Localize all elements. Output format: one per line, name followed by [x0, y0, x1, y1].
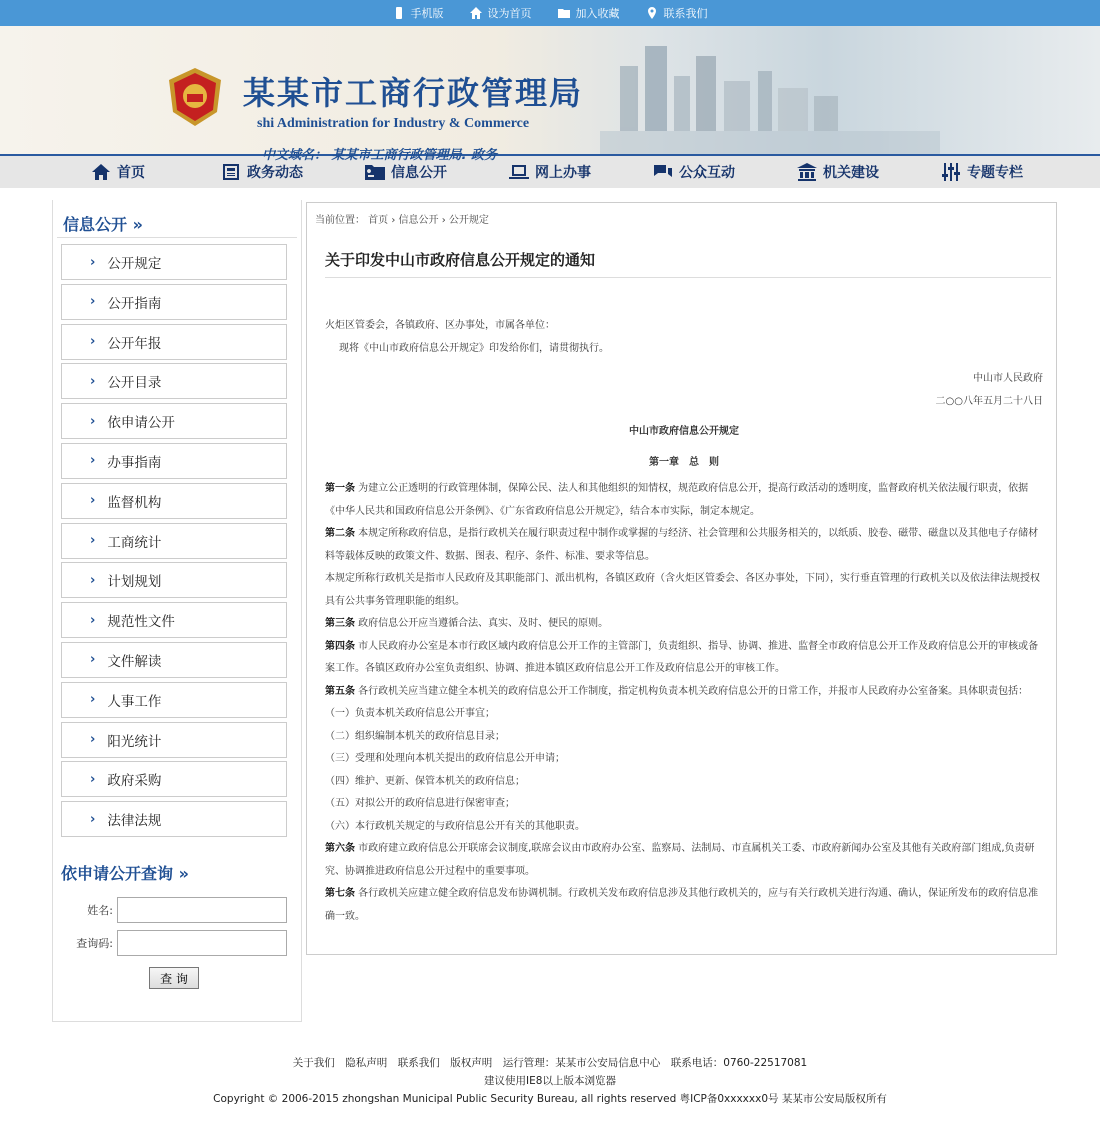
sliders-icon — [941, 163, 961, 181]
article-paragraph: （三）受理和处理向本机关提出的政府信息公开申请； — [325, 753, 565, 764]
topbar-bookmark[interactable]: 加入收藏 — [558, 5, 620, 21]
sidebar-title: 信息公开 » — [57, 200, 297, 238]
top-utility-bar — [0, 0, 1100, 26]
topbar-set-home[interactable]: 设为首页 — [470, 5, 532, 21]
sidebar-item-planning[interactable]: › 计划规划 — [61, 562, 287, 598]
article-paragraph: （二）组织编制本机关的政府信息目录； — [325, 730, 505, 742]
footer-copyright: Copyright © 2006-2015 zhongshan Municipal Public Security Bureau, all rights reserved 粤ICP备0xxxxxx0号 某某市公安局版权所有 — [213, 1093, 887, 1105]
sidebar-item-annual-report[interactable]: › 公开年报 — [61, 324, 287, 360]
query-button[interactable]: 查 询 — [149, 967, 199, 989]
article-paragraph: 第三条 政府信息公开应当遵循合法、真实、及时、便民的原则。 — [325, 618, 609, 629]
topbar-contact[interactable]: 联系我们 — [646, 5, 708, 21]
article-paragraph: 第六条 市政府建立政府信息公开联席会议制度,联席会议由市政府办公室、监察局、法制局、市直属机关工委、市政府新闻办公室及其他有关政府部门组成,负责研究、协调推进政府信息公开过程中的重要事项。 — [325, 843, 1035, 877]
title-divider — [325, 277, 1051, 278]
chevron-right-icon: › — [90, 771, 96, 787]
home-icon — [91, 163, 111, 181]
sidebar-item-procurement[interactable]: › 政府采购 — [61, 761, 287, 797]
article-paragraph: （六）本行政机关规定的与政府信息公开有关的其他职责。 — [325, 820, 585, 832]
chevron-right-icon: › — [90, 811, 96, 827]
article-paragraph: 第五条 各行政机关应当建立健全本机关的政府信息公开工作制度，指定机构负责本机关政府信息公开的日常工作，并报市人民政府办公室备案。具体职责包括： — [325, 685, 1029, 697]
sidebar-item-laws[interactable]: › 法律法规 — [61, 801, 287, 837]
issuer: 中山市人民政府 — [973, 373, 1043, 384]
name-label: 姓名: — [87, 904, 113, 918]
article-paragraph: 第七条 各行政机关应建立健全政府信息发布协调机制。行政机关发布政府信息涉及其他行政机关的，应与有关行政机关进行沟通、确认，保证所发布的政府信息准确一致。 — [325, 888, 1039, 922]
chevron-right-icon: › — [90, 373, 96, 389]
article-paragraph: （五）对拟公开的政府信息进行保密审查； — [325, 798, 515, 809]
nav-home[interactable]: 首页 — [46, 156, 190, 188]
article-list — [325, 478, 1043, 928]
sidebar-item-service-guide[interactable]: › 办事指南 — [61, 443, 287, 479]
folder-icon — [558, 7, 570, 19]
sidebar-item-normative-docs[interactable]: › 规范性文件 — [61, 602, 287, 638]
building-icon — [797, 163, 817, 181]
chevron-right-icon: › — [90, 254, 96, 270]
chevron-right-icon: › — [90, 652, 96, 668]
main-nav — [0, 154, 1100, 188]
article-paragraph: 本规定所称行政机关是指市人民政府及其职能部门、派出机构，各镇区政府（含火炬区管委会、各区办事处，下同），实行垂直管理的行政机关以及依法律法规授权具有公共事务管理职能的组织。 — [325, 573, 1040, 607]
sidebar-item-doc-interpretation[interactable]: › 文件解读 — [61, 642, 287, 678]
article-paragraph: （四）维护、更新、保管本机关的政府信息； — [325, 775, 525, 787]
name-input[interactable] — [117, 897, 287, 923]
sidebar-item-on-request[interactable]: › 依申请公开 — [61, 403, 287, 439]
sidebar-menu — [53, 238, 301, 837]
sidebar — [52, 200, 302, 1022]
nav-info-public[interactable]: 信息公开 — [334, 156, 478, 188]
query-code-input[interactable] — [117, 930, 287, 956]
chevron-right-icon: › — [90, 453, 96, 469]
chevron-right-icon: › — [90, 692, 96, 708]
sidebar-item-sunshine-stats[interactable]: › 阳光统计 — [61, 722, 287, 758]
content-panel — [306, 202, 1057, 955]
nav-agency-building[interactable]: 机关建设 — [766, 156, 910, 188]
name-row — [53, 897, 301, 923]
sidebar-item-supervision[interactable]: › 监督机构 — [61, 483, 287, 519]
chapter-heading: 第一章 总 则 — [649, 456, 719, 468]
code-label: 查询码: — [76, 937, 113, 951]
news-icon — [221, 163, 241, 181]
breadcrumb: 当前位置： 首页 › 信息公开 › 公开规定 — [315, 215, 489, 226]
location-icon — [646, 7, 658, 19]
chevron-right-icon: › — [90, 732, 96, 748]
chevron-right-icon: › — [90, 493, 96, 509]
nav-online-service[interactable]: 网上办事 — [478, 156, 622, 188]
article-paragraph: 第四条 市人民政府办公室是本市行政区域内政府信息公开工作的主管部门，负责组织、指导、协调、推进、监督全市政府信息公开工作及政府信息公开的审核或备案工作。各镇区政府办公室负责组织、协调、推进本镇区政府信息公开工作及政府信息公开的审核工作。 — [325, 640, 1039, 674]
footer-browser-note: 建议使用IE8以上版本浏览器 — [484, 1075, 616, 1087]
site-subtitle: shi Administration for Industry & Commerce — [257, 116, 530, 131]
site-title: 某某市工商行政管理局 — [243, 74, 584, 112]
chevron-right-icon: › — [90, 572, 96, 588]
city-skyline-image — [600, 26, 940, 154]
chevron-right-icon: › — [90, 413, 96, 429]
footer-links[interactable]: 关于我们 隐私声明 联系我们 版权声明 运行管理：某某市公安局信息中心 联系电话：0760-22517081 — [292, 1057, 808, 1069]
chevron-right-icon: › — [90, 334, 96, 350]
intro-paragraph: 现将《中山市政府信息公开规定》印发给你们，请贯彻执行。 — [339, 342, 609, 354]
folder-id-icon — [365, 163, 385, 181]
sidebar-item-personnel[interactable]: › 人事工作 — [61, 682, 287, 718]
query-section-title: 依申请公开查询 » — [61, 864, 189, 884]
sidebar-item-public-rules[interactable]: › 公开规定 — [61, 244, 287, 280]
chevron-right-icon: › — [90, 612, 96, 628]
article-body — [325, 315, 1043, 928]
chevron-right-icon: › — [90, 294, 96, 310]
salutation: 火炬区管委会，各镇政府、区办事处，市属各单位： — [325, 320, 555, 331]
page-title: 关于印发中山市政府信息公开规定的通知 — [325, 251, 596, 269]
home-icon — [470, 7, 482, 19]
article-paragraph: （一）负责本机关政府信息公开事宜； — [325, 708, 495, 719]
nav-public-interaction[interactable]: 公众互动 — [622, 156, 766, 188]
site-domain: 中文域名： 某某市工商行政管理局. 政务 — [262, 148, 497, 163]
code-row — [53, 930, 301, 956]
article-paragraph: 第二条 本规定所称政府信息，是指行政机关在履行职责过程中制作或掌握的与经济、社会管理和公共服务相关的，以纸质、胶卷、磁带、磁盘以及其他电子存储材料等载体反映的政策文件、数据、图表、程序、条件、标准、要求等信息。 — [325, 528, 1039, 562]
sidebar-item-public-guide[interactable]: › 公开指南 — [61, 284, 287, 320]
article-paragraph: 第一条 为建立公正透明的行政管理体制，保障公民、法人和其他组织的知情权，规范政府信息公开，提高行政活动的透明度，监督政府机关依法履行职责，依据《中华人民共和国政府信息公开条例》、《广东省政府信息公开规定》，结合本市实际，制定本规定。 — [325, 483, 1029, 517]
nav-news[interactable]: 政务动态 — [190, 156, 334, 188]
sidebar-item-statistics[interactable]: › 工商统计 — [61, 523, 287, 559]
page-body — [0, 188, 1100, 1036]
topbar-mobile[interactable]: 手机版 — [393, 5, 444, 21]
emblem-icon — [163, 66, 227, 128]
laptop-icon — [509, 163, 529, 181]
nav-special-topics[interactable]: 专题专栏 — [910, 156, 1054, 188]
document-title: 中山市政府信息公开规定 — [629, 426, 739, 437]
header-banner — [0, 26, 1100, 163]
sidebar-item-catalog[interactable]: › 公开目录 — [61, 363, 287, 399]
chat-icon — [653, 163, 673, 181]
mobile-icon — [393, 7, 405, 19]
issue-date: 二○○八年五月二十八日 — [935, 395, 1043, 407]
footer — [0, 1054, 1100, 1108]
chevron-right-icon: › — [90, 533, 96, 549]
